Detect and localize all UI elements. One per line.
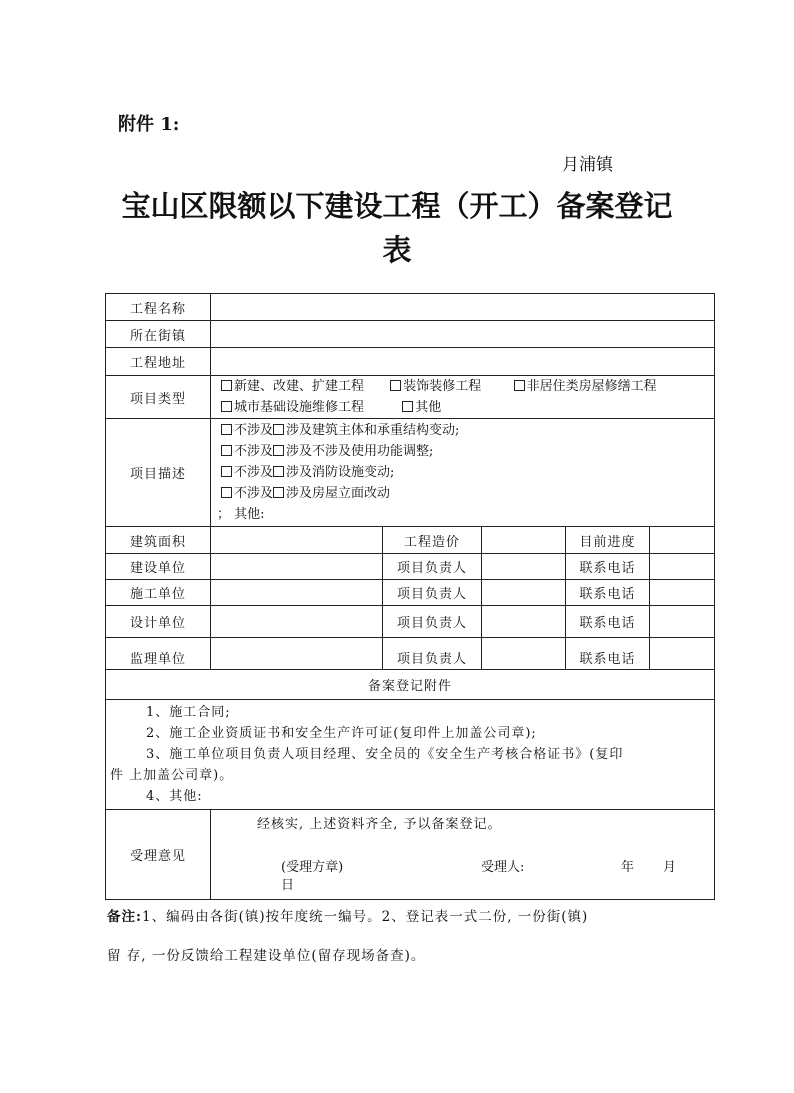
label-acceptance: 受理意见 [106, 810, 211, 900]
acceptance-stamp: (受理方章) [281, 860, 344, 875]
attachment-label: 附件 1: [118, 114, 180, 135]
page-title [0, 184, 794, 272]
checkbox-not-involved-3[interactable] [221, 466, 232, 477]
checkbox-not-involved-1[interactable] [221, 424, 232, 435]
notes-text-2: 留 存, 一份反馈给工程建设单位(留存现场备查)。 [107, 948, 426, 964]
field-street-town[interactable] [211, 321, 715, 348]
notes-label: 备注: [107, 909, 142, 925]
field-designer-phone[interactable] [650, 606, 715, 638]
checkbox-involved-2[interactable] [273, 445, 284, 456]
row-supervisor [106, 638, 715, 670]
checkbox-involved-1[interactable] [273, 424, 284, 435]
acceptance-receiver: 受理人: [481, 860, 525, 875]
desc-function: 不涉及使用功能调整; [312, 444, 434, 459]
label-supervisor: 监理单位 [106, 638, 211, 670]
attachment-item-3-cont: 件 上加盖公司章)。 [110, 768, 234, 783]
field-designer[interactable] [211, 606, 383, 638]
field-project-desc [211, 419, 715, 527]
desc-facade: 房屋立面改动 [312, 486, 391, 501]
label-constructor: 施工单位 [106, 580, 211, 606]
option-involved: 涉及 [286, 444, 313, 459]
field-builder-person[interactable] [482, 554, 566, 580]
field-project-address[interactable] [211, 348, 715, 376]
field-supervisor[interactable] [211, 638, 383, 670]
option-involved: 涉及 [286, 423, 313, 438]
field-project-type [211, 376, 715, 419]
row-attachments-header [106, 670, 715, 700]
field-building-area[interactable] [211, 527, 383, 554]
field-current-progress[interactable] [650, 527, 715, 554]
label-builder: 建设单位 [106, 554, 211, 580]
checkbox-other-type[interactable] [402, 401, 413, 412]
row-designer [106, 606, 715, 638]
field-constructor[interactable] [211, 580, 383, 606]
option-new-build: 新建、改建、扩建工程 [234, 379, 365, 394]
attachment-item-2: 2、施工企业资质证书和安全生产许可证(复印件上加盖公司章); [146, 726, 537, 741]
field-supervisor-phone[interactable] [650, 638, 715, 670]
option-decoration: 装饰装修工程 [403, 379, 482, 394]
field-designer-person[interactable] [482, 606, 566, 638]
checkbox-not-involved-4[interactable] [221, 487, 232, 498]
acceptance-sign-line [219, 857, 706, 878]
option-not-involved: 不涉及 [234, 465, 274, 480]
notes-line-1 [107, 907, 588, 927]
title-line-1: 宝山区限额以下建设工程（开工）备案登记 [121, 189, 673, 223]
row-constructor [106, 580, 715, 606]
label-constructor-phone: 联系电话 [566, 580, 650, 606]
checkbox-involved-3[interactable] [273, 466, 284, 477]
field-constructor-phone[interactable] [650, 580, 715, 606]
label-project-cost: 工程造价 [383, 527, 482, 554]
registration-form [105, 293, 715, 900]
desc-fire: 消防设施变动; [312, 465, 395, 480]
option-non-residential: 非居住类房屋修缮工程 [526, 379, 657, 394]
town-name: 月浦镇 [562, 155, 613, 175]
row-project-name [106, 294, 715, 321]
label-street-town: 所在街镇 [106, 321, 211, 348]
label-project-type: 项目类型 [106, 376, 211, 419]
field-builder-phone[interactable] [650, 554, 715, 580]
attachments-header: 备案登记附件 [106, 670, 715, 700]
row-project-desc [106, 419, 715, 527]
label-supervisor-phone: 联系电话 [566, 638, 650, 670]
label-designer: 设计单位 [106, 606, 211, 638]
field-constructor-person[interactable] [482, 580, 566, 606]
option-involved: 涉及 [286, 486, 313, 501]
notes-text-1: 1、编码由各街(镇)按年度统一编号。2、登记表一式二份, 一份街(镇) [141, 909, 589, 925]
title-line-2: 表 [382, 233, 412, 267]
row-project-address [106, 348, 715, 376]
checkbox-urban-infra[interactable] [221, 401, 232, 412]
acceptance-day: 日 [281, 878, 295, 893]
desc-other: ； 其他: [217, 507, 265, 522]
notes-line-2 [107, 946, 425, 966]
label-designer-person: 项目负责人 [383, 606, 482, 638]
attachments-list [106, 700, 715, 810]
label-project-name: 工程名称 [106, 294, 211, 321]
checkbox-not-involved-2[interactable] [221, 445, 232, 456]
label-supervisor-person: 项目负责人 [383, 638, 482, 670]
field-project-cost[interactable] [482, 527, 566, 554]
row-acceptance [106, 810, 715, 900]
label-builder-person: 项目负责人 [383, 554, 482, 580]
label-project-desc: 项目描述 [106, 419, 211, 527]
acceptance-month: 月 [663, 860, 677, 875]
label-project-address: 工程地址 [106, 348, 211, 376]
option-urban-infra: 城市基础设施维修工程 [234, 400, 365, 415]
checkbox-decoration[interactable] [390, 380, 401, 391]
row-builder [106, 554, 715, 580]
label-designer-phone: 联系电话 [566, 606, 650, 638]
field-acceptance [211, 810, 715, 900]
row-project-type [106, 376, 715, 419]
acceptance-statement: 经核实, 上述资料齐全, 予以备案登记。 [257, 817, 502, 832]
attachment-item-1: 1、施工合同; [146, 705, 231, 720]
field-builder[interactable] [211, 554, 383, 580]
attachment-item-3: 3、施工单位项目负责人项目经理、安全员的《安全生产考核合格证书》(复印 [146, 747, 624, 762]
attachment-item-4: 4、其他: [146, 789, 203, 804]
checkbox-new-build[interactable] [221, 380, 232, 391]
checkbox-non-residential[interactable] [514, 380, 525, 391]
row-area-cost [106, 527, 715, 554]
field-supervisor-person[interactable] [482, 638, 566, 670]
label-builder-phone: 联系电话 [566, 554, 650, 580]
acceptance-year: 年 [621, 860, 635, 875]
row-street-town [106, 321, 715, 348]
option-not-involved: 不涉及 [234, 444, 274, 459]
option-not-involved: 不涉及 [234, 486, 274, 501]
option-not-involved: 不涉及 [234, 423, 274, 438]
option-involved: 涉及 [286, 465, 313, 480]
field-project-name[interactable] [211, 294, 715, 321]
option-other-type: 其他 [415, 400, 442, 415]
row-attachments [106, 700, 715, 810]
label-building-area: 建筑面积 [106, 527, 211, 554]
checkbox-involved-4[interactable] [273, 487, 284, 498]
desc-structure: 建筑主体和承重结构变动; [312, 423, 460, 438]
label-current-progress: 目前进度 [566, 527, 650, 554]
label-constructor-person: 项目负责人 [383, 580, 482, 606]
